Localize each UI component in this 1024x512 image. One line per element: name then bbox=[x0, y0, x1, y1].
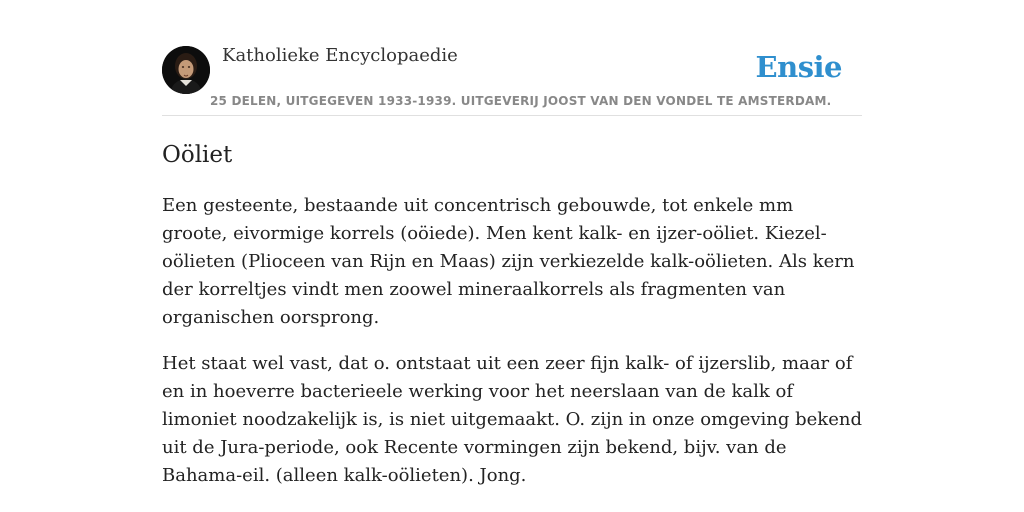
article-paragraph-2: Het staat wel vast, dat o. ontstaat uit een zeer fijn kalk- of ijzerslib, maar of en in hoeverre bacterieele werking voor het neerslaan van de kalk of limoniet noodzakelijk is, is niet uitgemaakt. O. zijn in onze omgeving bekend uit de Jura-periode, ook Recente vormingen zijn bekend, bijv. van de Bahama-eil. (alleen kalk-oölieten). Jong. bbox=[162, 353, 862, 486]
page-container bbox=[162, 0, 862, 490]
brand-logo[interactable]: Ensie bbox=[755, 50, 842, 84]
source-avatar[interactable] bbox=[162, 46, 210, 94]
source-header bbox=[162, 0, 862, 116]
article-paragraph-1: Een gesteente, bestaande uit concentrisch gebouwde, tot enkele mm groote, eivormige korrels (oöiede). Men kent kalk- en ijzer-oöliet. Kiezel-oölieten (Plioceen van Rijn en Maas) zijn verkiezelde kalk-oölieten. Als kern der korreltjes vindt men zoowel mineraalkorrels als fragmenten van organischen oorsprong. bbox=[162, 195, 855, 328]
source-title[interactable]: Katholieke Encyclopaedie bbox=[222, 45, 458, 66]
source-subtitle: 25 DELEN, UITGEGEVEN 1933-1939. UITGEVERIJ JOOST VAN DEN VONDEL TE AMSTERDAM. bbox=[210, 94, 832, 108]
portrait-icon bbox=[162, 46, 210, 94]
article-title: Oöliet bbox=[162, 142, 233, 168]
